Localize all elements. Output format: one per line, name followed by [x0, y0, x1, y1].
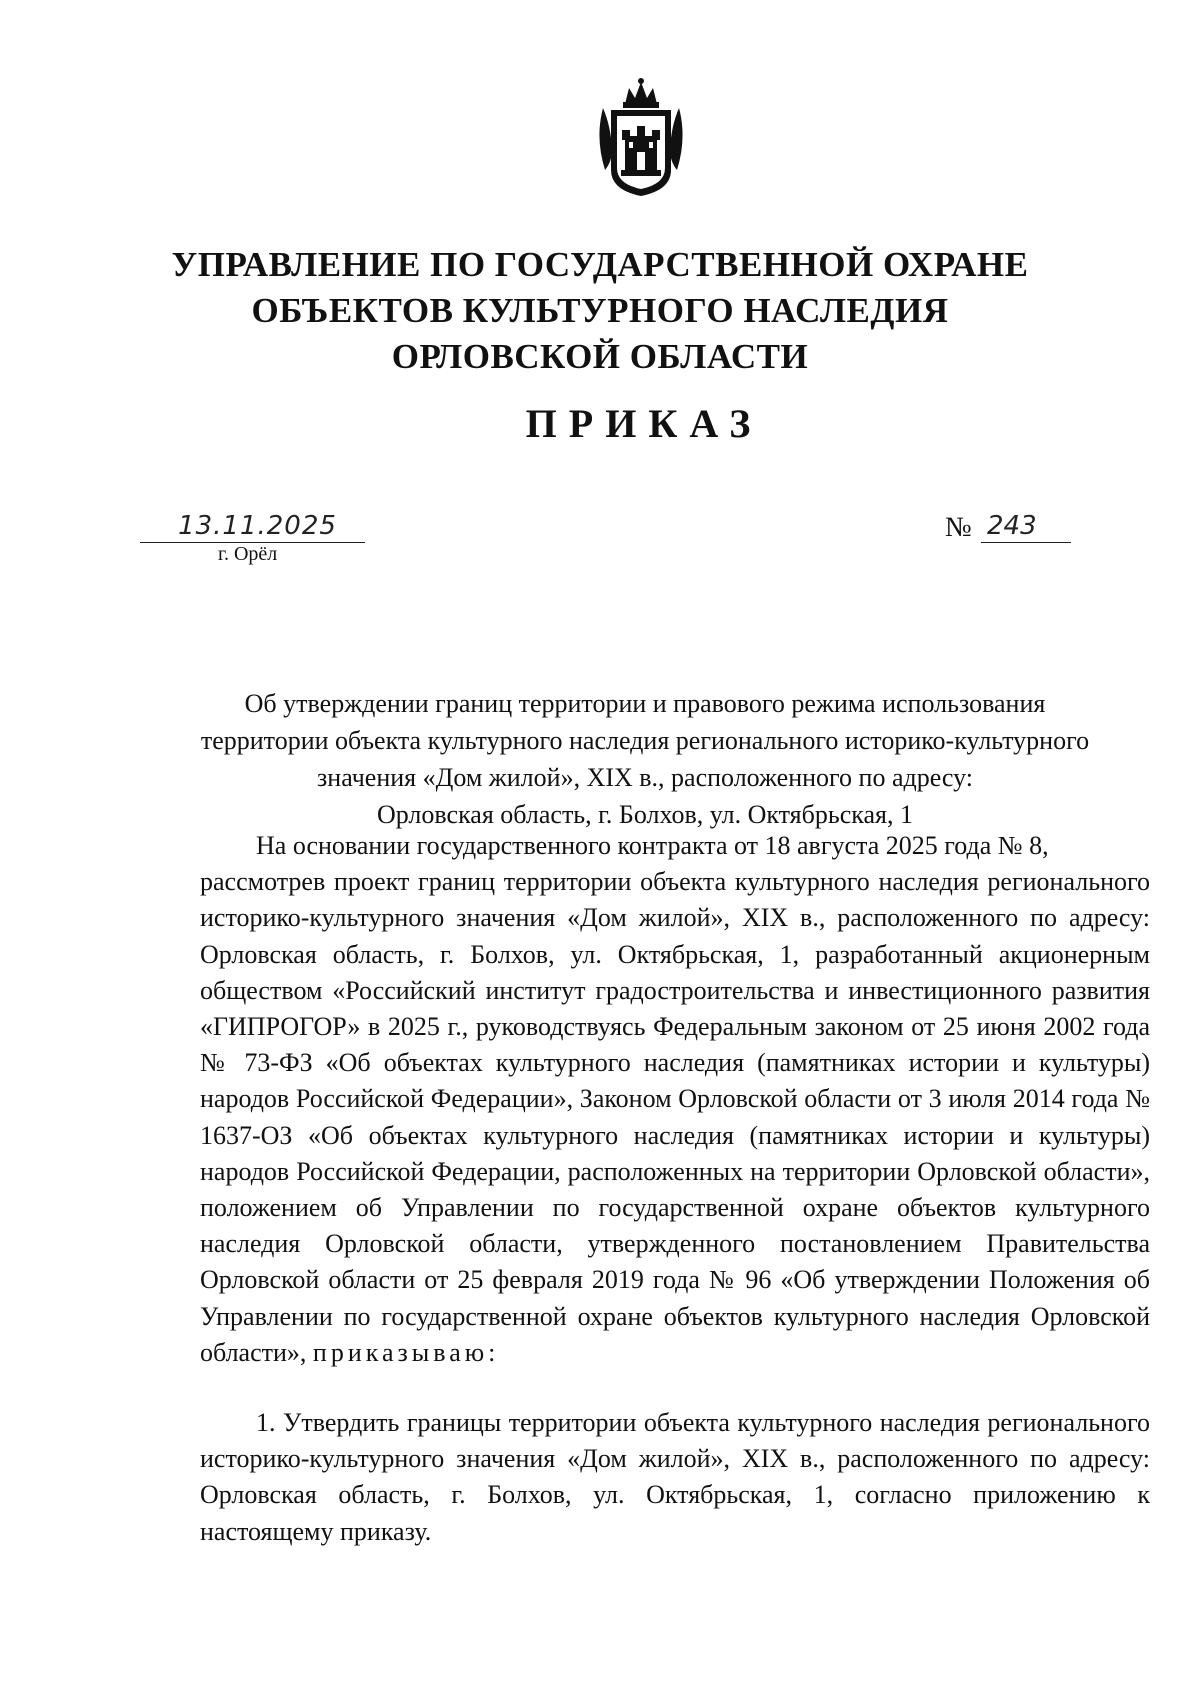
title-line-4: Орловская область, г. Болхов, ул. Октябрьская, 1 — [377, 800, 913, 829]
header-line-3: ОРЛОВСКОЙ ОБЛАСТИ — [391, 337, 809, 376]
title-line-1: Об утверждении границ территории и правового режима использования — [244, 689, 1046, 718]
title-line-2: территории объекта культурного наследия регионального историко-культурного — [200, 726, 1090, 755]
document-date: 13.11.2025 — [140, 510, 365, 543]
preamble-paragraph — [200, 828, 1150, 1371]
number-block — [945, 510, 1085, 544]
header-line-2: ОБЪЕКТОВ КУЛЬТУРНОГО НАСЛЕДИЯ — [251, 291, 949, 330]
number-label: № — [945, 512, 972, 543]
title-line-3: значения «Дом жилой», XIX в., расположенного по адресу: — [317, 763, 973, 792]
document-body — [200, 828, 1150, 1550]
document-title — [180, 685, 1110, 833]
document-type: ПРИКАЗ — [525, 401, 763, 446]
document-number: 243 — [981, 510, 1071, 543]
header-line-1: УПРАВЛЕНИЕ ПО ГОСУДАРСТВЕННОЙ ОХРАНЕ — [171, 245, 1029, 284]
order-item-1: 1. Утвердить границы территории объекта культурного наследия регионального историко-культурного значения «Дом жилой», XIX в., расположенного по адресу: Орловская область, г. Болхов, ул. Октябрьская, 1, согласно приложению к настоящему приказу. — [200, 1408, 1150, 1546]
order-word: приказываю: — [312, 1337, 500, 1367]
coat-of-arms-icon — [595, 78, 687, 200]
city: г. Орёл — [218, 543, 278, 565]
preamble-first-line: На основании государственного контракта от 18 августа 2025 года № 8, — [256, 831, 1049, 860]
preamble-text: рассмотрев проект границ территории объекта культурного наследия регионального историко-культурного значения «Дом жилой», XIX в., расположенного по адресу: Орловская область, г. Болхов, ул. Октябрьская, 1, разработанный акционерным обществом «Российский институт градостроительства и инвестиционного развития «ГИПРОГОР» в 2025 г., руководствуясь Федеральным законом от 25 июня 2002 года № 73-ФЗ «Об объектах культурного наследия (памятниках истории и культуры) народов Российской Федерации», Законом Орловской области от 3 июля 2014 года № 1637-ОЗ «Об объектах культурного наследия (памятниках истории и культуры) народов Российской Федерации, расположенных на территории Орловской области», положением об Управлении по государственной охране объектов культурного наследия Орловской области, утвержденного постановлением Правительства Орловской области от 25 февраля 2019 года № 96 «Об утверждении Положения об Управлении по государственной охране объектов культурного наследия Орловской области», — [200, 867, 1150, 1367]
date-block — [140, 510, 365, 565]
organization-header — [0, 242, 1200, 380]
